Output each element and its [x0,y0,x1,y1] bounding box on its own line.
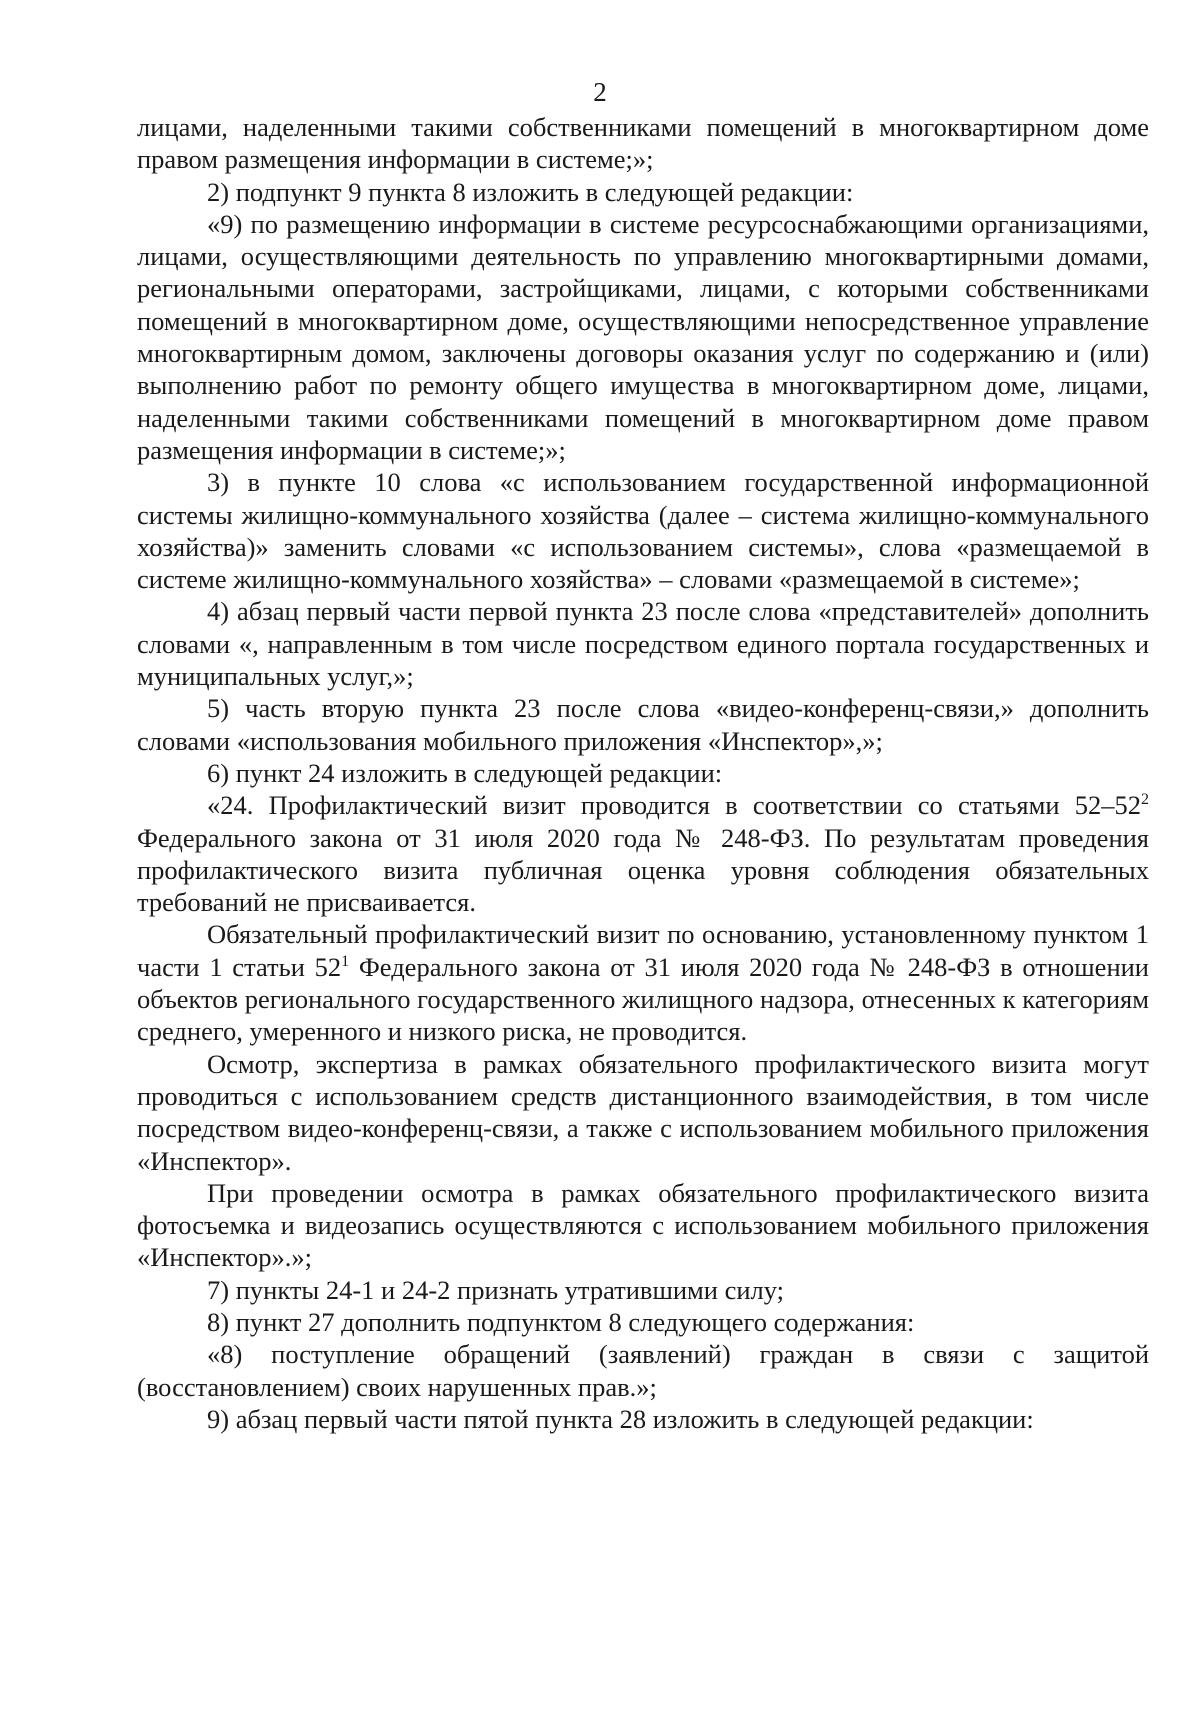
paragraph-item-3: 3) в пункте 10 слова «с использованием государственной информационной системы жилищно-коммунального хозяйства (далее – система жилищно-коммунального хозяйства)» заменить словами «с использованием системы», слова «размещаемой в системе жилищно-коммунального хозяйства» – словами «размещаемой в системе»; [137,467,1149,595]
paragraph-quote-subitem-8: «8) поступление обращений (заявлений) граждан в связи с защитой (восстановлением) своих нарушенных прав.»; [137,1339,1149,1402]
paragraph-inspection: Осмотр, экспертиза в рамках обязательного профилактического визита могут проводиться с использованием средств дистанционного взаимодействия, в том числе посредством видео-конференц-связи, а также с использованием мобильного приложения «Инспектор». [137,1048,1149,1176]
paragraph-item-9: 9) абзац первый части пятой пункта 28 изложить в следующей редакции: [207,1403,1034,1434]
page-number: 2 [593,77,607,107]
paragraph-text-before: «24. Профилактический визит проводится в соответствии со статьями 52–52 [207,790,1141,821]
paragraph-continuation: лицами, наделенными такими собственниками помещений в многоквартирном доме правом размещения информации в системе;»; [137,112,1149,175]
paragraph-quote-point-24 [137,789,1149,918]
paragraph-text-after: Федерального закона от 31 июля 2020 года № 248-ФЗ в отношении объектов регионального государственного жилищного надзора, отнесенных к категориям среднего, умеренного и низкого риска, не проводится. [137,951,1149,1047]
paragraph-quote-subitem-9: «9) по размещению информации в системе ресурсоснабжающими организациями, лицами, осуществляющими деятельность по управлению многоквартирными домами, региональными операторами, застройщиками, лицами, с которыми собственниками помещений в многоквартирном доме, осуществляющими непосредственное управление многоквартирным домом, заключены договоры оказания услуг по содержанию и (или) выполнению работ по ремонту общего имущества в многоквартирном доме, лицами, наделенными такими собственниками помещений в многоквартирном доме правом размещения информации в системе;»; [137,208,1149,465]
paragraph-text-before: Обязательный профилактический визит по основанию, установленному пунктом 1 части 1 статьи 52 [137,919,1149,982]
paragraph-photo-video: При проведении осмотра в рамках обязательного профилактического визита фотосъемка и видеозапись осуществляются с использованием мобильного приложения «Инспектор».»; [137,1177,1149,1273]
paragraph-text-after: Федерального закона от 31 июля 2020 года № 248-ФЗ. По результатам проведения профилактического визита публичная оценка уровня соблюдения обязательных требований не присваивается. [137,822,1149,918]
paragraph-item-8: 8) пункт 27 дополнить подпунктом 8 следующего содержания: [207,1306,915,1337]
paragraph-item-7: 7) пункты 24-1 и 24-2 признать утратившими силу; [207,1274,785,1305]
paragraph-item-4: 4) абзац первый части первой пункта 23 после слова «представителей» дополнить словами «, направленным в том числе посредством единого портала государственных и муниципальных услуг,»; [137,596,1149,692]
paragraph-item-5: 5) часть вторую пункта 23 после слова «видео-конференц-связи,» дополнить словами «использования мобильного приложения «Инспектор»,»; [137,693,1149,756]
superscript: 1 [341,952,350,970]
paragraph-item-2: 2) подпункт 9 пункта 8 изложить в следующей редакции: [207,176,854,207]
paragraph-mandatory-visit [137,918,1149,1047]
paragraph-item-6: 6) пункт 24 изложить в следующей редакции: [207,757,723,788]
document-body [137,111,1149,1435]
superscript: 2 [1141,791,1149,809]
